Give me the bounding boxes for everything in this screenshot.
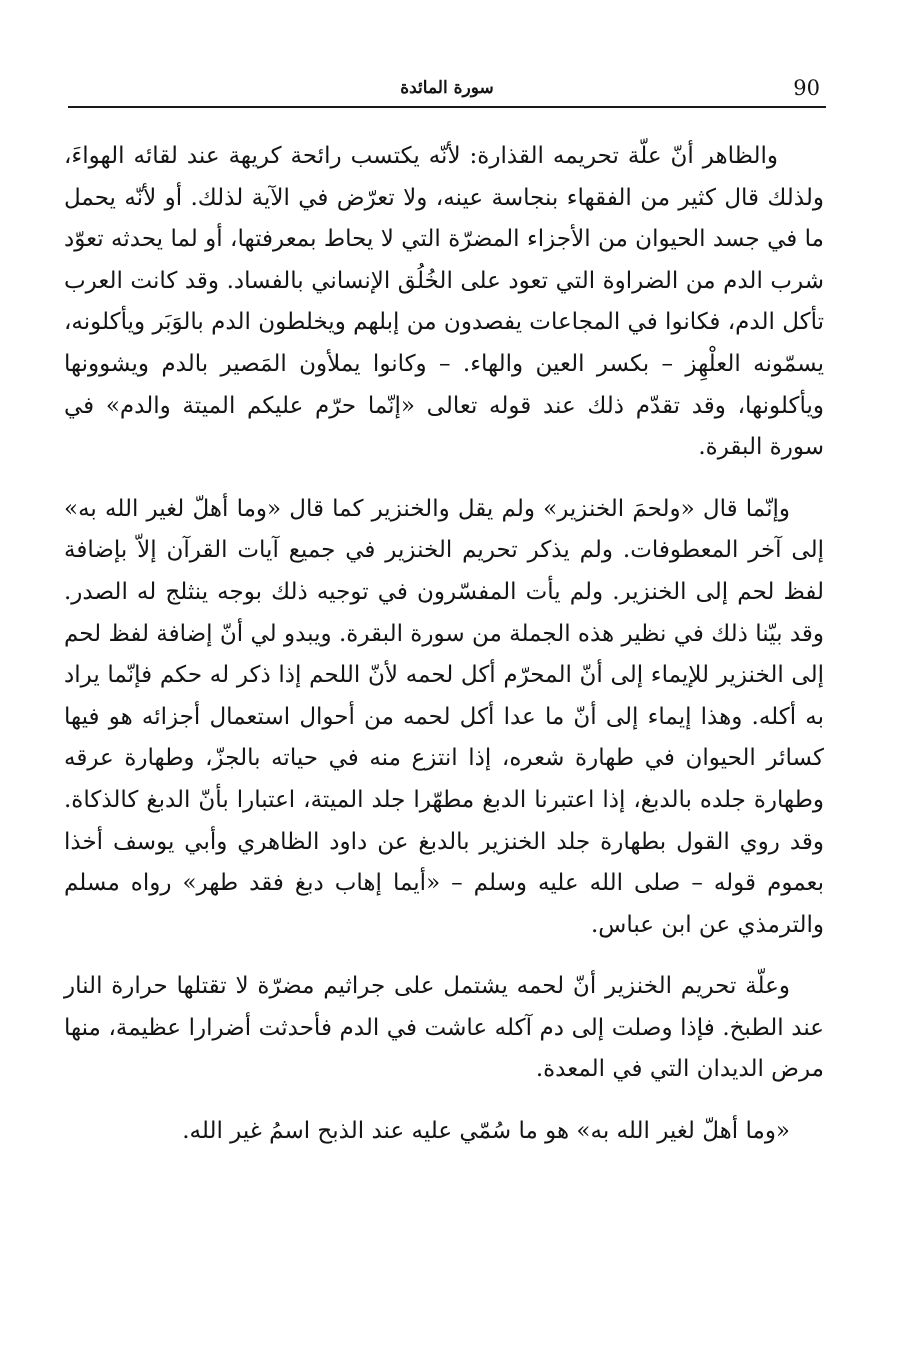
paragraph-pig-prohibition-cause: وعلّة تحريم الخنزير أنّ لحمه يشتمل على جراثيم مضرّة لا تقتلها حرارة النار عند الطبخ. فإذا وصلت إلى دم آكله عاشت في الدم فأحدثت أضرارا عظيمة، منها مرض الديدان التي في المعدة. [64, 973, 824, 1083]
page-body [64, 136, 824, 1153]
running-title: سورة المائدة [400, 78, 494, 98]
paragraph-pig-meat-reasoning: والظاهر أنّ علّة تحريمه القذارة: لأنّه يكتسب رائحة كريهة عند لقائه الهواءَ، ولذلك قال كثير من الفقهاء بنجاسة عينه، ولا تعرّض في الآية لذلك. أو لأنّه يحمل ما في جسد الحيوان من الأجزاء المضرّة التي لا يحاط بمعرفتها، أو لما يحدثه تعوّد شرب الدم من الضراوة التي تعود على الخُلُق الإنساني بالفساد. وقد كانت العرب تأكل الدم، فكانوا في المجاعات يفصدون من إبلهم ويخلطون الدم بالوَبَر ويأكلونه، يسمّونه العلْهِز – بكسر العين والهاء. – وكانوا يملأون المَصير بالدم ويشوونها ويأكلونها، وقد تقدّم ذلك عند قوله تعالى «إنّما حرّم عليكم الميتة والدم» في سورة البقرة. [64, 143, 824, 461]
page-number: 90 [793, 76, 820, 100]
header-divider [68, 106, 826, 108]
paragraph-sacrifice-to-other-than-god: «وما أهلّ لغير الله به» هو ما سُمّي عليه عند الذبح اسمُ غير الله. [182, 1118, 790, 1145]
paragraph-pig-meat-wording: وإنّما قال «ولحمَ الخنزير» ولم يقل والخنزير كما قال «وما أهلّ لغير الله به» إلى آخر المعطوفات. ولم يذكر تحريم الخنزير في جميع آيات القرآن إلاّ بإضافة لفظ لحم إلى الخنزير. ولم يأت المفسّرون في توجيه ذلك بوجه ينثلج له الصدر. وقد بيّنا ذلك في نظير هذه الجملة من سورة البقرة. ويبدو لي أنّ إضافة لفظ لحم إلى الخنزير للإيماء إلى أنّ المحرّم أكل لحمه لأنّ اللحم إذا ذكر له حكم فإنّما يراد به أكله. وهذا إيماء إلى أنّ ما عدا أكل لحمه من أحوال استعمال أجزائه هو فيها كسائر الحيوان في طهارة شعره، إذا انتزع منه في حياته بالجزّ، وطهارة عرقه وطهارة جلده بالدبغ، إذا اعتبرنا الدبغ مطهّرا جلد الميتة، اعتبارا بأنّ الدبغ كالذكاة. وقد روي القول بطهارة جلد الخنزير بالدبغ عن داود الظاهري وأبي يوسف أخذا بعموم قوله – صلى الله عليه وسلم – «أيما إهاب دبغ فقد طهر» رواه مسلم والترمذي عن ابن عباس. [64, 495, 824, 938]
page-header [68, 74, 826, 106]
